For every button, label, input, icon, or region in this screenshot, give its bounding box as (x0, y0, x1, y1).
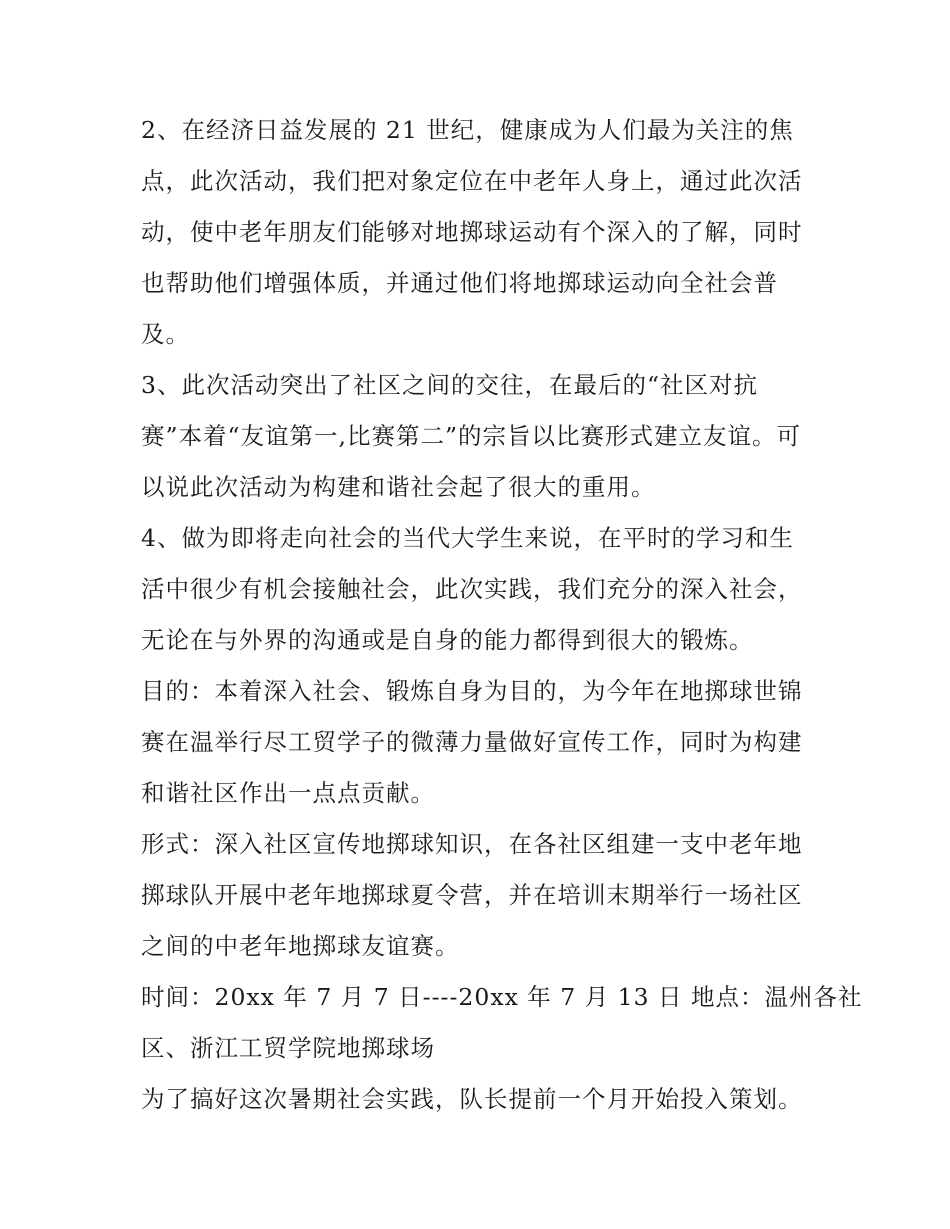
text-line: 及。 (141, 320, 190, 348)
text-line: 赛”本着“友谊第一,比赛第二”的宗旨以比赛形式建立友谊。可 (141, 422, 802, 450)
text-line: 区、浙江工贸学院地掷球场 (141, 1034, 435, 1062)
text-line: 也帮助他们增强体质，并通过他们将地掷球运动向全社会普 (141, 269, 778, 297)
text-line: 活中很少有机会接触社会，此次实践，我们充分的深入社会， (141, 575, 803, 603)
text-line: 为了搞好这次暑期社会实践，队长提前一个月开始投入策划。 (141, 1085, 803, 1113)
text-line: 4、做为即将走向社会的当代大学生来说，在平时的学习和生 (141, 524, 794, 552)
text-line: 赛在温举行尽工贸学子的微薄力量做好宣传工作，同时为构建 (141, 728, 803, 756)
text-line: 无论在与外界的沟通或是自身的能力都得到很大的锻炼。 (141, 626, 754, 654)
text-line: 点，此次活动，我们把对象定位在中老年人身上，通过此次活 (141, 167, 803, 195)
text-line: 动，使中老年朋友们能够对地掷球运动有个深入的了解，同时 (141, 218, 803, 246)
text-line: 2、在经济日益发展的 21 世纪，健康成为人们最为关注的焦 (141, 116, 794, 144)
text-line: 形式：深入社区宣传地掷球知识，在各社区组建一支中老年地 (141, 830, 803, 858)
text-line: 3、此次活动突出了社区之间的交往，在最后的“社区对抗 (141, 371, 758, 399)
text-line: 掷球队开展中老年地掷球夏令营，并在培训末期举行一场社区 (141, 881, 803, 909)
text-line: 目的：本着深入社会、锻炼自身为目的，为今年在地掷球世锦 (141, 677, 803, 705)
text-line: 和谐社区作出一点点贡献。 (141, 779, 435, 807)
text-line: 以说此次活动为构建和谐社会起了很大的重用。 (141, 473, 656, 501)
document-body (141, 105, 863, 1125)
text-line: 之间的中老年地掷球友谊赛。 (141, 932, 460, 960)
text-line: 时间：20xx 年 7 月 7 日----20xx 年 7 月 13 日 地点：温州各社 (141, 983, 863, 1011)
